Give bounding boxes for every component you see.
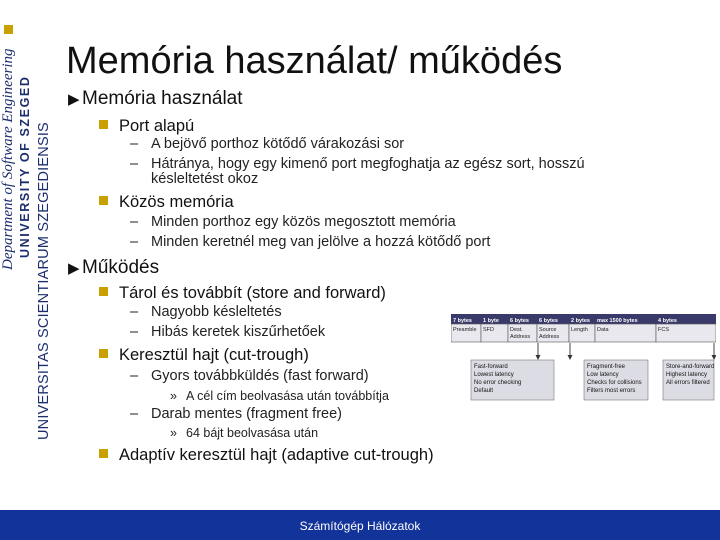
switching-mode-line: Fast-forward (474, 364, 508, 370)
frame-field-label: Address (539, 334, 560, 340)
item-label: Adaptív keresztül hajt (adaptive cut-trough) (119, 446, 434, 464)
switching-mode-line: Fragment-free (587, 364, 626, 370)
frame-field-label: Dest. (510, 327, 523, 333)
switching-mode-line: Filters most errors (587, 388, 636, 394)
switching-mode-line: All errors filtered (666, 380, 710, 386)
item-adaptive-cut-through (99, 446, 434, 465)
frame-field-label: Data (597, 327, 609, 333)
section-memory-usage (68, 88, 243, 110)
item-shared-memory (99, 193, 234, 212)
section-label: Működés (82, 257, 160, 278)
frame-size-label: 1 byte (483, 318, 499, 324)
item-store-and-forward (99, 284, 386, 303)
switching-mode-line: Checks for collisions (587, 380, 642, 386)
subitem: – Nagyobb késleltetés (130, 304, 282, 320)
square-bullet-icon (99, 120, 108, 129)
item-label: Port alapú (119, 117, 195, 135)
frame-size-label: 6 bytes (510, 318, 529, 324)
section-operation (68, 257, 159, 279)
slide-title: Memória használat/ működés (66, 40, 563, 82)
switching-mode-line: Lowest latency (474, 372, 514, 378)
arrow-down-icon (536, 355, 541, 360)
arrow-down-icon (712, 355, 717, 360)
subitem: – Minden keretnél meg van jelölve a hozzá kötődő port (130, 234, 491, 250)
frame-size-label: 2 bytes (571, 318, 590, 324)
item-label: Keresztül hajt (cut-trough) (119, 346, 309, 364)
subitem: – Gyors továbbküldés (fast forward) (130, 368, 369, 384)
subitem: – Darab mentes (fragment free) (130, 406, 342, 422)
switching-mode-line: Highest latency (666, 372, 708, 378)
subitem: – Minden porthoz egy közös megosztott memória (130, 214, 456, 230)
frame-field-label: Source (539, 327, 557, 333)
item-cut-through (99, 346, 309, 365)
subitem-text: Minden keretnél meg van jelölve a hozzá kötődő port (151, 234, 491, 250)
arrow-down-icon (568, 355, 573, 360)
square-bullet-icon (99, 349, 108, 358)
ethernet-frame-figure (451, 314, 716, 414)
department-name: Department of Software Engineering (0, 48, 16, 270)
chevron-right-icon: » (170, 389, 177, 403)
detail-item (170, 389, 389, 403)
university-name: UNIVERSITY OF SZEGED (18, 75, 32, 258)
frame-field-label: Length (571, 327, 588, 333)
caret-right-icon: ▶ (68, 91, 80, 108)
side-banner (0, 0, 60, 480)
subitem: – Hátránya, hogy egy kimenő port megfoghatja az egész sort, hosszú késleltetést okoz (130, 156, 585, 187)
item-label: Tárol és továbbít (store and forward) (119, 284, 386, 302)
subitem-text: Darab mentes (fragment free) (151, 406, 342, 422)
frame-size-label: 4 bytes (658, 318, 677, 324)
detail-text: A cél cím beolvasása után továbbítja (186, 389, 389, 403)
subitem: – A bejövő porthoz kötődő várakozási sor (130, 136, 405, 152)
switching-mode-line: Default (474, 388, 494, 394)
section-label: Memória használat (82, 88, 243, 109)
frame-field-label: SFD (483, 327, 494, 333)
subitem-text: Minden porthoz egy közös megosztott memória (151, 214, 456, 230)
footer-bar (0, 510, 720, 540)
detail-item (170, 426, 318, 440)
footer-text: Számítógép Hálózatok (299, 519, 421, 533)
frame-size-label: 6 bytes (539, 318, 558, 324)
caret-right-icon: ▶ (68, 260, 80, 277)
switching-mode-line: Store-and-forward (666, 364, 715, 370)
subitem-text: Hátránya, hogy egy kimenő port megfoghatja az egész sort, hosszú késleltetést okoz (151, 156, 585, 187)
switching-mode-line: Low latency (587, 372, 619, 378)
chevron-right-icon: » (170, 426, 177, 440)
item-port-based (99, 117, 194, 136)
item-label: Közös memória (119, 193, 234, 211)
subitem-text: Hibás keretek kiszűrhetőek (151, 324, 326, 340)
university-latin-name: UNIVERSITAS SCIENTIARUM SZEGEDIENSIS (36, 122, 52, 440)
square-bullet-icon (99, 196, 108, 205)
frame-field-label: Preamble (453, 327, 477, 333)
subitem-text: Nagyobb késleltetés (151, 304, 282, 320)
square-bullet-icon (99, 449, 108, 458)
detail-text: 64 bájt beolvasása után (186, 426, 319, 440)
switching-mode-line: No error checking (474, 380, 522, 386)
square-bullet-icon (99, 287, 108, 296)
frame-size-label: 7 bytes (453, 318, 472, 324)
frame-field-label: Address (510, 334, 531, 340)
subitem: – Hibás keretek kiszűrhetőek (130, 324, 326, 340)
subitem-text: A bejövő porthoz kötődő várakozási sor (151, 136, 405, 152)
frame-size-label: max 1500 bytes (597, 318, 638, 324)
subitem-text: Gyors továbbküldés (fast forward) (151, 368, 369, 384)
frame-field-label: FCS (658, 327, 669, 333)
